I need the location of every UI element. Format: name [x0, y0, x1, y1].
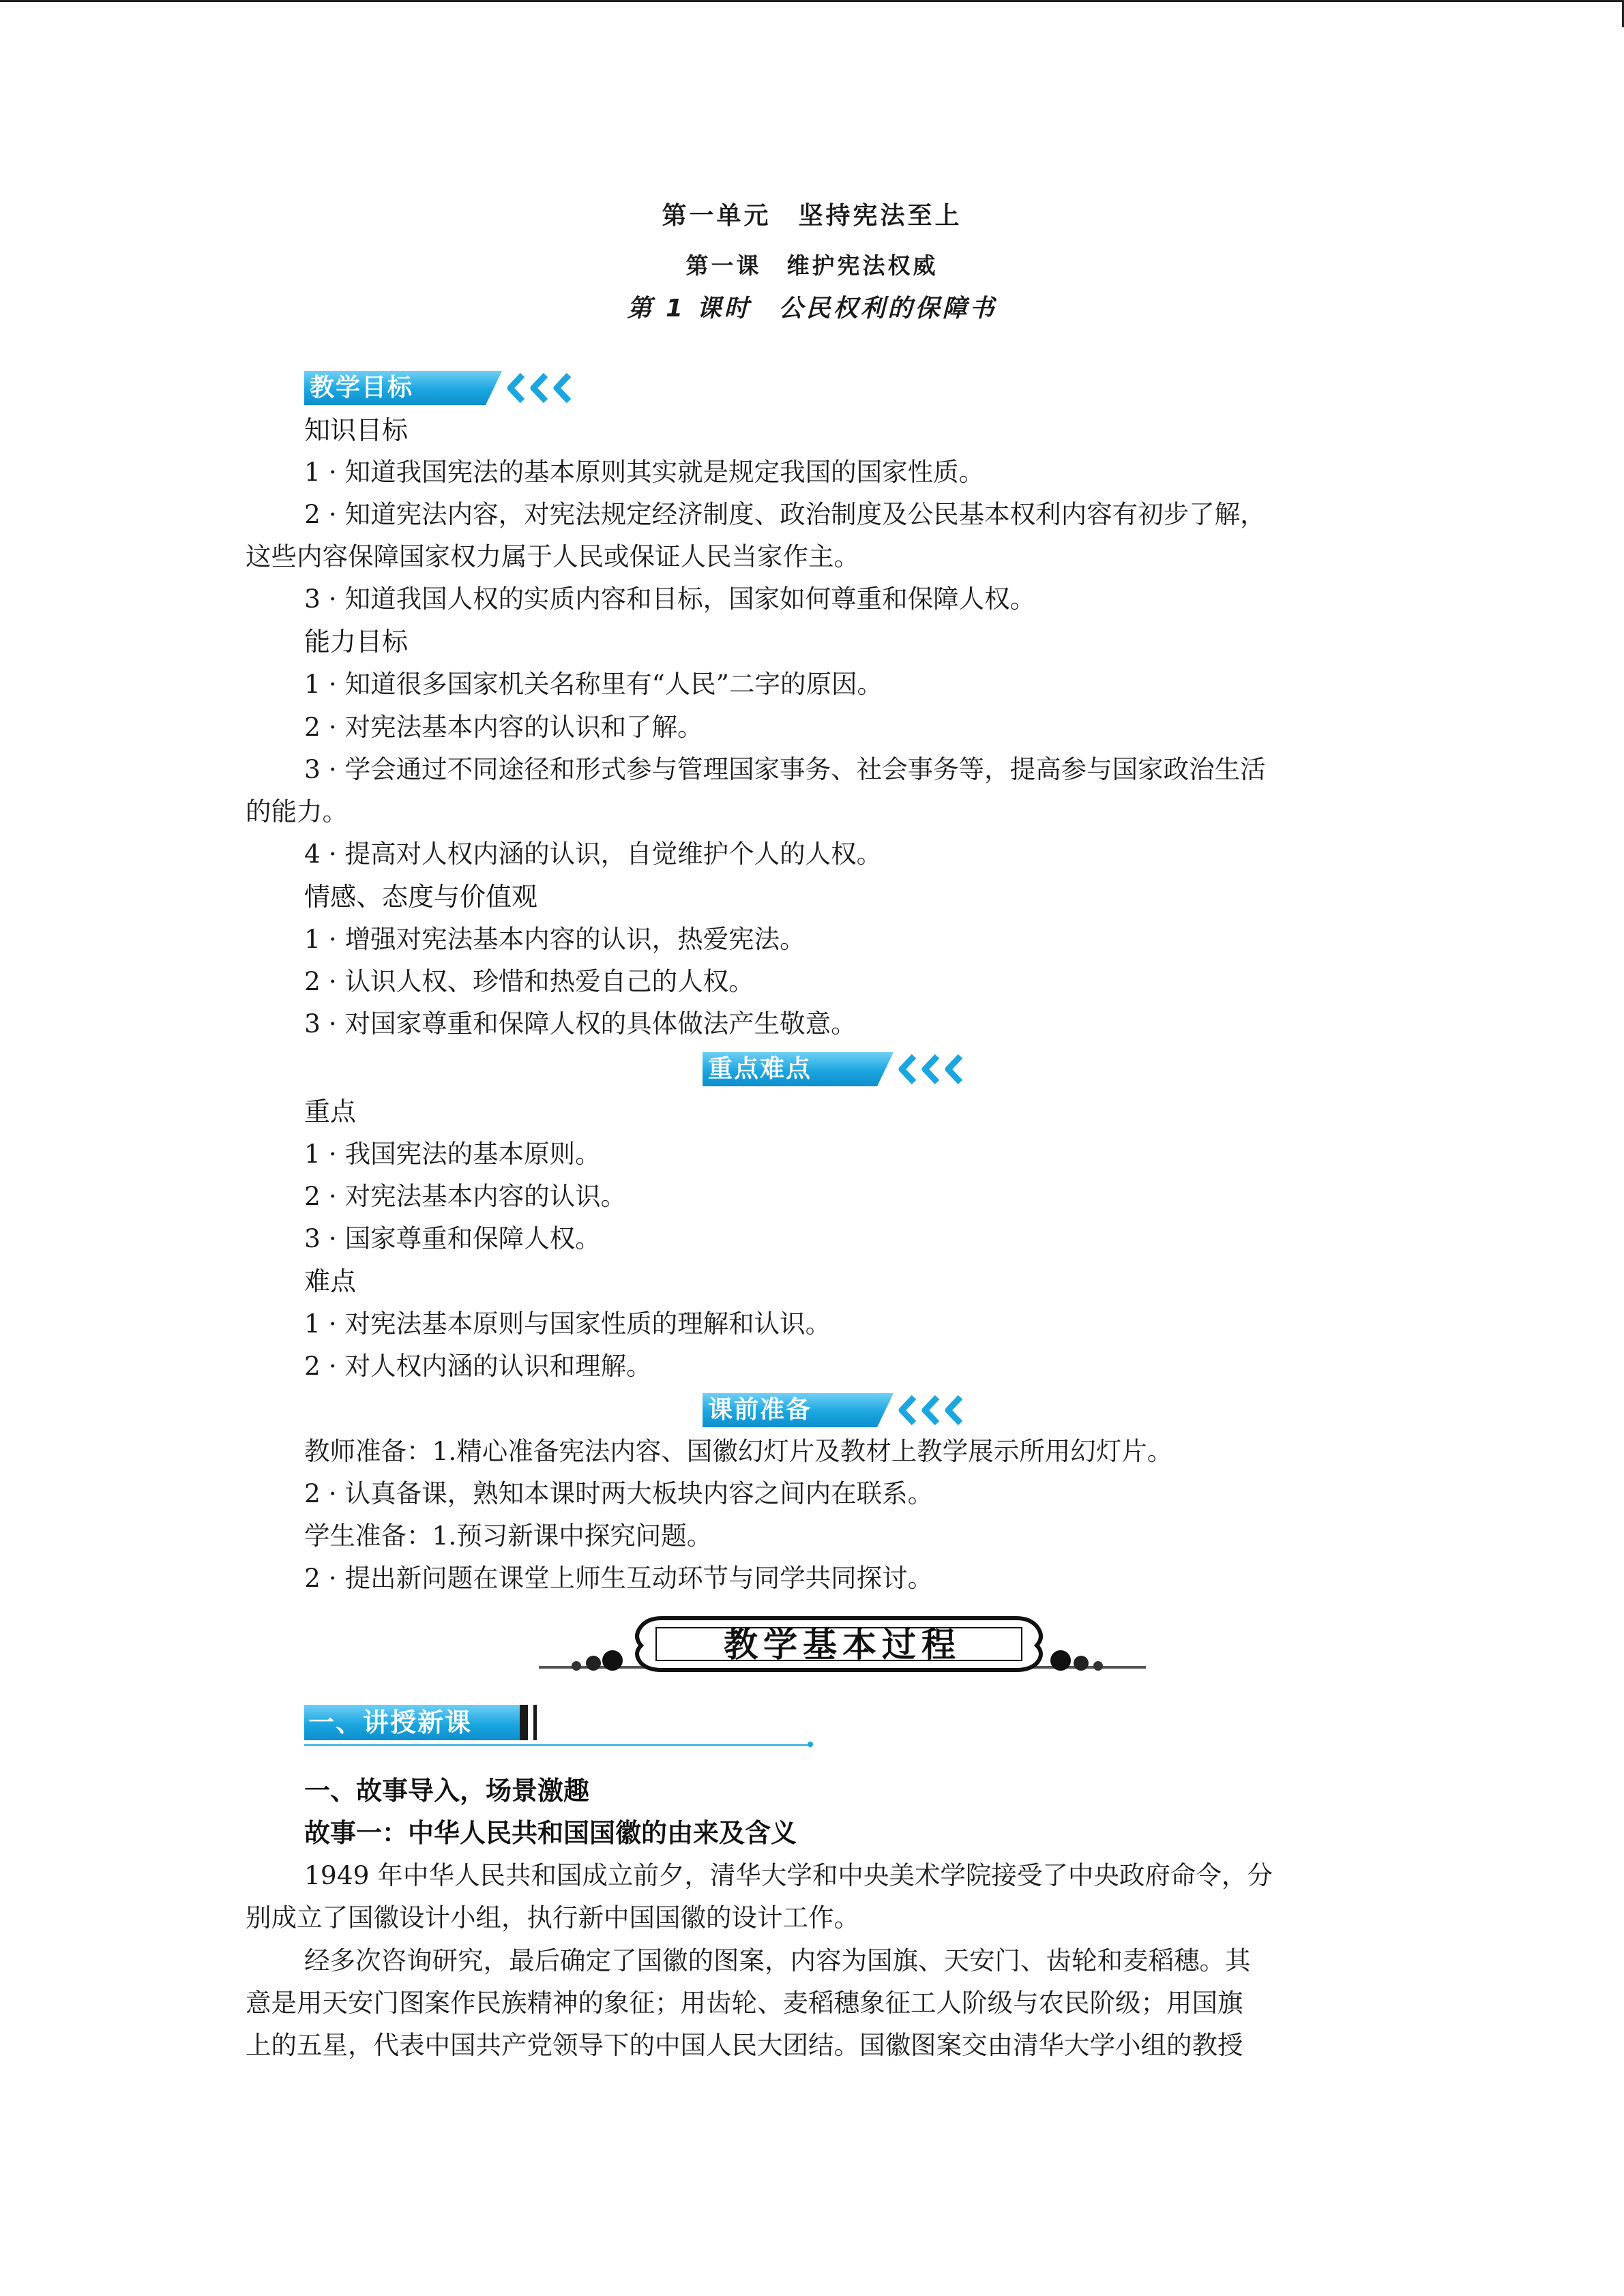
knowledge-line-1: 1 · 知道我国宪法的基本原则其实就是规定我国的国家性质。 [304, 457, 985, 487]
unit-title: 第一单元 坚持宪法至上 [662, 202, 962, 230]
ability-line-5: 4 · 提高对人权内涵的认识，自觉维护个人的人权。 [304, 839, 883, 869]
emotion-line-2: 2 · 认识人权、珍惜和热爱自己的人权。 [304, 966, 754, 996]
focus-line-2: 2 · 对宪法基本内容的认识。 [304, 1181, 627, 1211]
prep-line-1: 教师准备：1.精心准备宪法内容、国徽幻灯片及教材上教学展示所用幻灯片。 [304, 1436, 1173, 1466]
ability-line-4: 的能力。 [246, 796, 348, 826]
ability-line-3: 3 · 学会通过不同途径和形式参与管理国家事务、社会事务等，提高参与国家政治生活 [304, 754, 1266, 784]
difficulty-line-2: 2 · 对人权内涵的认识和理解。 [304, 1351, 652, 1381]
prep-banner [703, 1393, 989, 1427]
emotion-goals-title: 情感、态度与价值观 [304, 882, 538, 912]
ability-goals-title: 能力目标 [304, 627, 409, 657]
prep-line-4: 2 · 提出新问题在课堂上师生互动环节与同学共同探讨。 [304, 1563, 934, 1593]
knowledge-goals-title: 知识目标 [304, 415, 409, 445]
chevrons-icon [894, 1393, 982, 1427]
knowledge-line-3: 这些内容保障国家权力属于人民或保证人民当家作主。 [246, 541, 859, 571]
story-line-3: 经多次咨询研究，最后确定了国徽的图案，内容为国旗、天安门、齿轮和麦稻穗。其 [304, 1945, 1251, 1976]
lesson-title: 第一课 维护宪法权威 [685, 252, 939, 279]
period-title: 第 1 课时 公民权利的保障书 [627, 295, 997, 323]
goals-banner [304, 371, 591, 405]
goals-banner-label: 教学目标 [310, 374, 414, 402]
story-line-2: 别成立了国徽设计小组，执行新中国国徽的设计工作。 [246, 1903, 859, 1933]
knowledge-line-4: 3 · 知道我国人权的实质内容和目标，国家如何尊重和保障人权。 [304, 584, 1036, 614]
process-banner [539, 1613, 1146, 1688]
prep-line-3: 学生准备：1.预习新课中探究问题。 [304, 1521, 713, 1551]
story-title: 故事一：中华人民共和国国徽的由来及含义 [304, 1818, 797, 1848]
difficulty-title: 难点 [304, 1266, 357, 1296]
prep-line-2: 2 · 认真备课，熟知本课时两大板块内容之间内在联系。 [304, 1478, 934, 1508]
key-banner [703, 1052, 989, 1086]
process-banner-label: 教学基本过程 [724, 1625, 961, 1665]
emotion-line-3: 3 · 对国家尊重和保障人权的具体做法产生敬意。 [304, 1009, 857, 1039]
focus-title: 重点 [304, 1097, 357, 1127]
chevrons-icon [502, 371, 591, 405]
focus-line-1: 1 · 我国宪法的基本原则。 [304, 1139, 601, 1169]
lesson-banner-label: 一、讲授新课 [308, 1708, 473, 1738]
story-line-5: 上的五星，代表中国共产党领导下的中国人民大团结。国徽图案交由清华大学小组的教授 [246, 2030, 1243, 2060]
focus-line-3: 3 · 国家尊重和保障人权。 [304, 1223, 601, 1253]
intro-title: 一、故事导入，场景激趣 [304, 1776, 590, 1806]
prep-banner-label: 课前准备 [708, 1396, 812, 1424]
corner-mark-top [0, 0, 1624, 2]
story-line-1: 1949 年中华人民共和国成立前夕，清华大学和中央美术学院接受了中央政府命令，分 [304, 1860, 1273, 1890]
key-banner-label: 重点难点 [708, 1055, 812, 1083]
emotion-line-1: 1 · 增强对宪法基本内容的认识，热爱宪法。 [304, 924, 806, 954]
difficulty-line-1: 1 · 对宪法基本原则与国家性质的理解和认识。 [304, 1309, 831, 1339]
story-line-4: 意是用天安门图案作民族精神的象征；用齿轮、麦稻穗象征工人阶级与农民阶级；用国旗 [246, 1988, 1243, 2018]
chevrons-icon [894, 1052, 982, 1086]
knowledge-line-2: 2 · 知道宪法内容，对宪法规定经济制度、政治制度及公民基本权利内容有初步了解， [304, 499, 1266, 529]
ability-line-2: 2 · 对宪法基本内容的认识和了解。 [304, 712, 703, 742]
ability-line-1: 1 · 知道很多国家机关名称里有“人民”二字的原因。 [304, 669, 883, 699]
